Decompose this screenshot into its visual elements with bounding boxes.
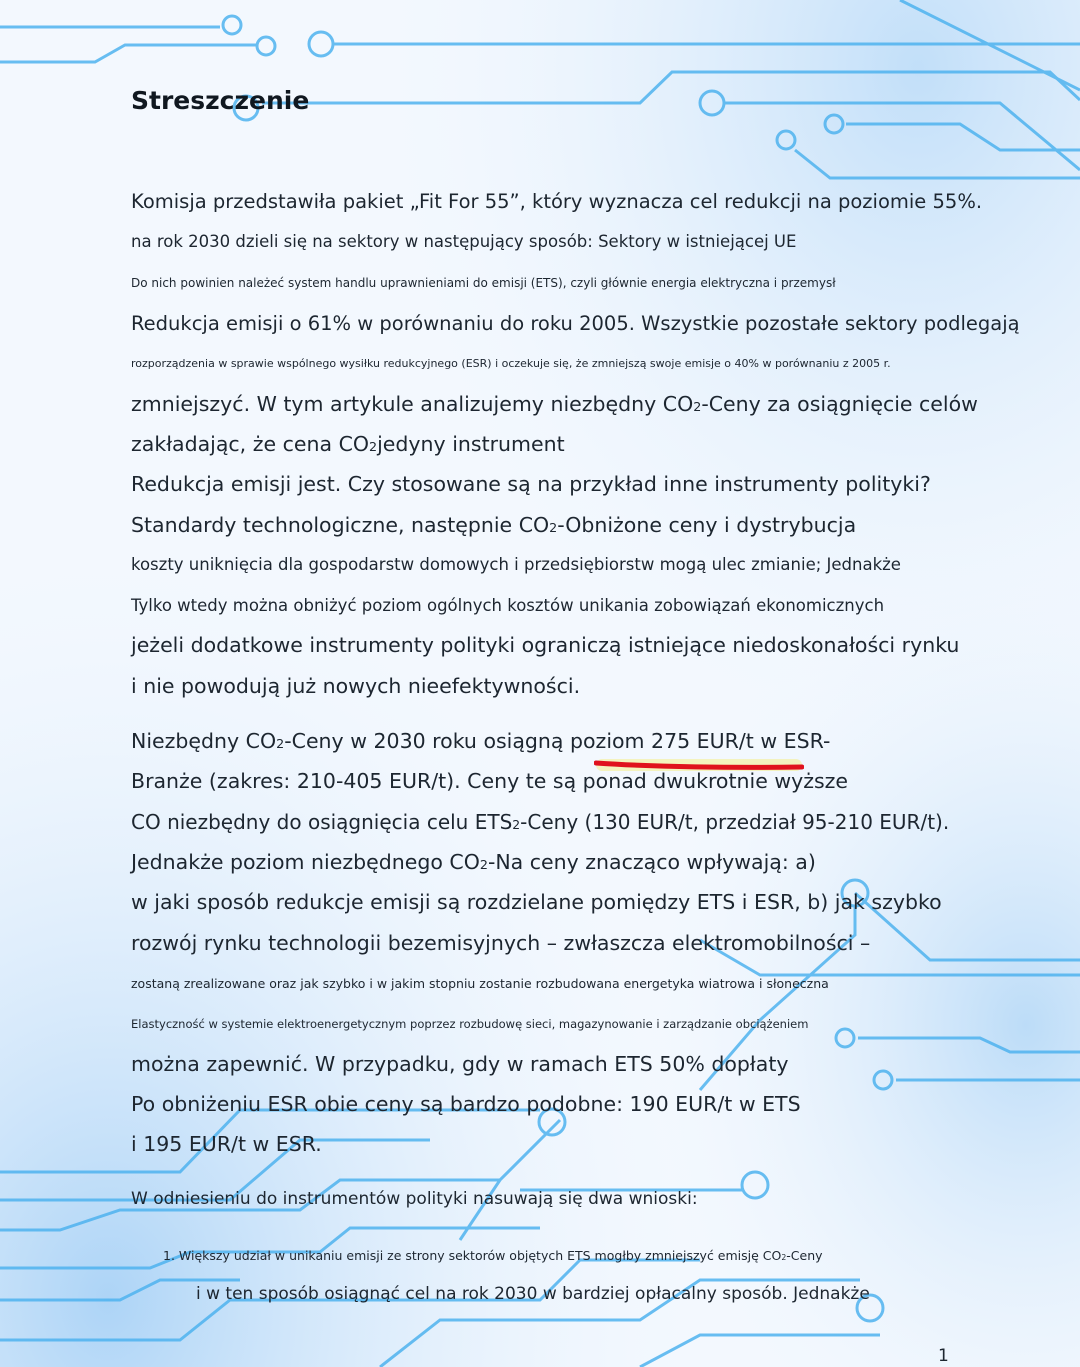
list-item-continuation: i w ten sposób osiągnąć cel na rok 2030 w bardziej opłacalny sposób. Jednakże: [196, 1284, 870, 1304]
paragraph-line: W odniesieniu do instrumentów polityki nasuwają się dwa wnioski:: [131, 1189, 698, 1209]
paragraph-line: Branże (zakres: 210-405 EUR/t). Ceny te są ponad dwukrotnie wyższe: [131, 769, 849, 793]
paragraph-line: rozwój rynku technologii bezemisyjnych – zwłaszcza elektromobilności –: [131, 931, 871, 955]
paragraph-line: Elastyczność w systemie elektroenergetycznym poprzez rozbudowę sieci, magazynowanie i zarządzanie obciążeniem: [131, 1017, 809, 1031]
paragraph-line: koszty uniknięcia dla gospodarstw domowych i przedsiębiorstw mogą ulec zmianie; Jednakże: [131, 555, 901, 574]
paragraph-line: zostaną zrealizowane oraz jak szybko i w jakim stopniu zostanie rozbudowana energetyka wiatrowa i słoneczna: [131, 976, 829, 991]
paragraph-line: można zapewnić. W przypadku, gdy w ramach ETS 50% dopłaty: [131, 1052, 789, 1076]
paragraph-line: Jednakże poziom niezbędnego CO2-Na ceny znacząco wpływają: a): [131, 850, 816, 874]
paragraph-line: i nie powodują już nowych nieefektywności.: [131, 674, 581, 698]
paragraph-line: Komisja przedstawiła pakiet „Fit For 55”, który wyznacza cel redukcji na poziomie 55%.: [131, 190, 983, 213]
paragraph-line: Redukcja emisji jest. Czy stosowane są na przykład inne instrumenty polityki?: [131, 472, 931, 496]
paragraph-line: rozporządzenia w sprawie wspólnego wysiłku redukcyjnego (ESR) i oczekuje się, że zmniejszą swoje emisje o 40% w porównaniu z 2005 r.: [131, 357, 891, 370]
paragraph-line: i 195 EUR/t w ESR.: [131, 1132, 322, 1156]
paragraph-line: Po obniżeniu ESR obie ceny są bardzo podobne: 190 EUR/t w ETS: [131, 1092, 801, 1116]
paragraph-line: Redukcja emisji o 61% w porównaniu do roku 2005. Wszystkie pozostałe sektory podlegają: [131, 312, 1020, 335]
paragraph-line: zakładając, że cena CO2jedyny instrument: [131, 432, 565, 456]
paragraph-line: CO niezbędny do osiągnięcia celu ETS2-Ceny (130 EUR/t, przedział 95-210 EUR/t).: [131, 810, 950, 834]
page-title: Streszczenie: [131, 86, 310, 115]
paragraph-line: jeżeli dodatkowe instrumenty polityki ograniczą istniejące niedoskonałości rynku: [131, 633, 960, 657]
paragraph-line: Niezbędny CO2-Ceny w 2030 roku osiągną poziom 275 EUR/t w ESR-: [131, 729, 831, 753]
list-item: 1. Większy udział w unikaniu emisji ze strony sektorów objętych ETS mogłby zmniejszyć emisję CO2-Ceny: [163, 1248, 823, 1263]
paragraph-line: Do nich powinien należeć system handlu uprawnieniami do emisji (ETS), czyli głównie energia elektryczna i przemysł: [131, 276, 836, 290]
paragraph-line: Tylko wtedy można obniżyć poziom ogólnych kosztów unikania zobowiązań ekonomicznych: [131, 596, 885, 615]
page-number: 1: [938, 1346, 949, 1366]
paragraph-line: zmniejszyć. W tym artykule analizujemy niezbędny CO2-Ceny za osiągnięcie celów: [131, 392, 978, 416]
paragraph-line: Standardy technologiczne, następnie CO2-Obniżone ceny i dystrybucja: [131, 513, 857, 537]
paragraph-line: na rok 2030 dzieli się na sektory w następujący sposób: Sektory w istniejącej UE: [131, 232, 797, 251]
paragraph-line: w jaki sposób redukcje emisji są rozdzielane pomiędzy ETS i ESR, b) jak szybko: [131, 890, 942, 914]
